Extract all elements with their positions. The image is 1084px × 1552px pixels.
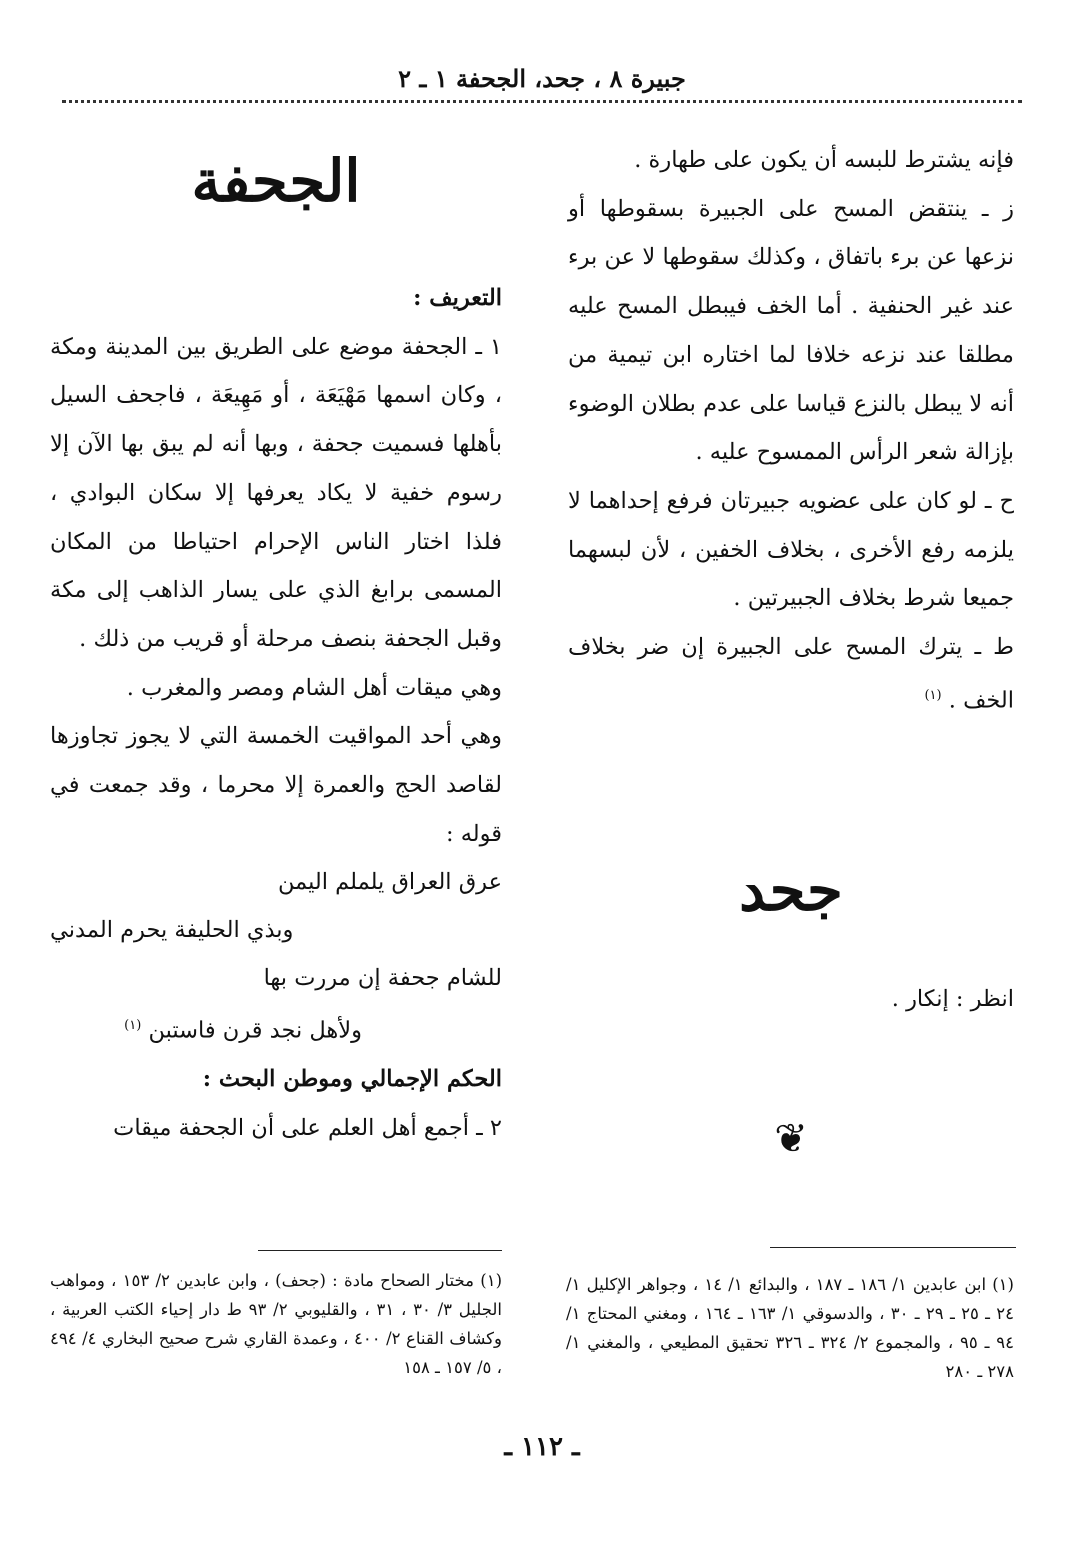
paragraph-mawaqit: وهي أحد المواقيت الخمسة التي لا يجوز تجاوزها لقاصد الحج والعمرة إلا محرما ، وقد جمعت في قوله : xyxy=(50,723,502,847)
ruling-heading: الحكم الإجمالي وموطن البحث : xyxy=(202,1065,502,1092)
footnote-right: (١) ابن عابدين ١/ ١٨٦ ـ ١٨٧ ، والبدائع ١/ ١٤ ، وجواهر الإكليل ١/ ٢٤ ـ ٢٥ ـ ٢٩ ـ ٣٠ ، والدسوقي ١/ ١٦٣ ـ ١٦٤ ، ومغني المحتاج ١/ ٩٤ ـ ٩٥ ، والمجموع ٢/ ٣٢٤ ـ ٣٢٦ تحقيق المطيعي ، والمغني ١/ ٢٧٨ ـ ٢٨٠ xyxy=(566,1275,1014,1381)
paragraph-ta-text: ط ـ يترك المسح على الجبيرة إن ضر بخلاف الخف . xyxy=(568,634,1014,714)
poem-verse-4 xyxy=(50,1002,502,1055)
poem-verse-4-text: ولأهل نجد قرن فاستبن xyxy=(148,1017,362,1044)
right-column xyxy=(568,136,1014,1164)
running-head: جبيرة ٨ ، جحد، الجحفة ١ ـ ٢ xyxy=(398,64,686,93)
paragraph-two: ٢ ـ أجمع أهل العلم على أن الجحفة ميقات xyxy=(113,1114,502,1141)
definition-heading: التعريف : xyxy=(413,285,502,311)
paragraph-ta xyxy=(568,623,1014,725)
flourish-ornament-icon: ❦ xyxy=(774,1115,808,1162)
paragraph-one: ١ ـ الجحفة موضع على الطريق بين المدينة ومكة ، وكان اسمها مَهْيَعَة ، أو مَهِيعَة ، فاجحف السيل بأهلها فسميت جحفة ، وبها أنه لم يبق بها الآن إلا رسوم خفية لا يكاد يعرفها إلا سكان البوادي ، فلذا اختار الناس الإحرام احتياطا من المكان المسمى برابغ الذي على يسار الذاهب إلى مكة وقبل الجحفة بنصف مرحلة أو قريب من ذلك . xyxy=(50,333,502,652)
page-number: ـ ١١٢ ـ xyxy=(504,1432,580,1462)
left-column xyxy=(50,136,502,1152)
footnote-rule-left xyxy=(258,1250,502,1251)
entry-title-juhfa: الجحفة xyxy=(191,147,361,215)
header-dotted-rule xyxy=(62,100,1022,103)
poem-verse-2: وبذي الحليفة يحرم المدني xyxy=(50,917,294,944)
footnote-left: (١) مختار الصحاح مادة : (جحف) ، وابن عابدين ٢/ ١٥٣ ، ومواهب الجليل ٣/ ٣٠ ، ٣١ ، والقليوبي ٢/ ٩٣ ط دار إحياء الكتب العربية ، وكشاف القناع ٢/ ٤٠٠ ، وعمدة القاري شرح صحيح البخاري ٤/ ٤٩٤ ، ٥/ ١٥٧ ـ ١٥٨ xyxy=(50,1271,503,1377)
footnote-rule-right xyxy=(770,1247,1016,1248)
poem-footnote-ref: (١) xyxy=(124,1018,142,1034)
see-also-reference: انظر : إنكار . xyxy=(891,985,1014,1012)
paragraph-miqat: وهي ميقات أهل الشام ومصر والمغرب . xyxy=(126,674,502,701)
poem-verse-3: للشام جحفة إن مررت بها xyxy=(263,965,502,992)
paragraph-zay: ز ـ ينتقض المسح على الجبيرة بسقوطها أو نزعها عن برء باتفاق ، وكذلك سقوطها لا عن برء عند غير الحنفية . أما الخف فيبطل المسح عليه مطلقا عند نزعه خلافا لما اختاره ابن تيمية من أنه لا يبطل بالنزع قياسا على عدم بطلان الوضوء بإزالة شعر الرأس الممسوح عليه . xyxy=(568,195,1014,466)
entry-title-jahd: جحد xyxy=(739,855,843,924)
poem xyxy=(50,858,502,1055)
poem-verse-1: عرق العراق يلملم اليمن xyxy=(277,869,502,896)
paragraph-ha: ح ـ لو كان على عضويه جبيرتان فرفع إحداهما لا يلزمه رفع الأخرى ، بخلاف الخفين ، لأن لبسهما جميعا شرط بخلاف الجبيرتين . xyxy=(568,487,1014,612)
footnote-ref: (١) xyxy=(924,687,942,703)
paragraph-continuation: فإنه يشترط للبسه أن يكون على طهارة . xyxy=(634,147,1014,173)
